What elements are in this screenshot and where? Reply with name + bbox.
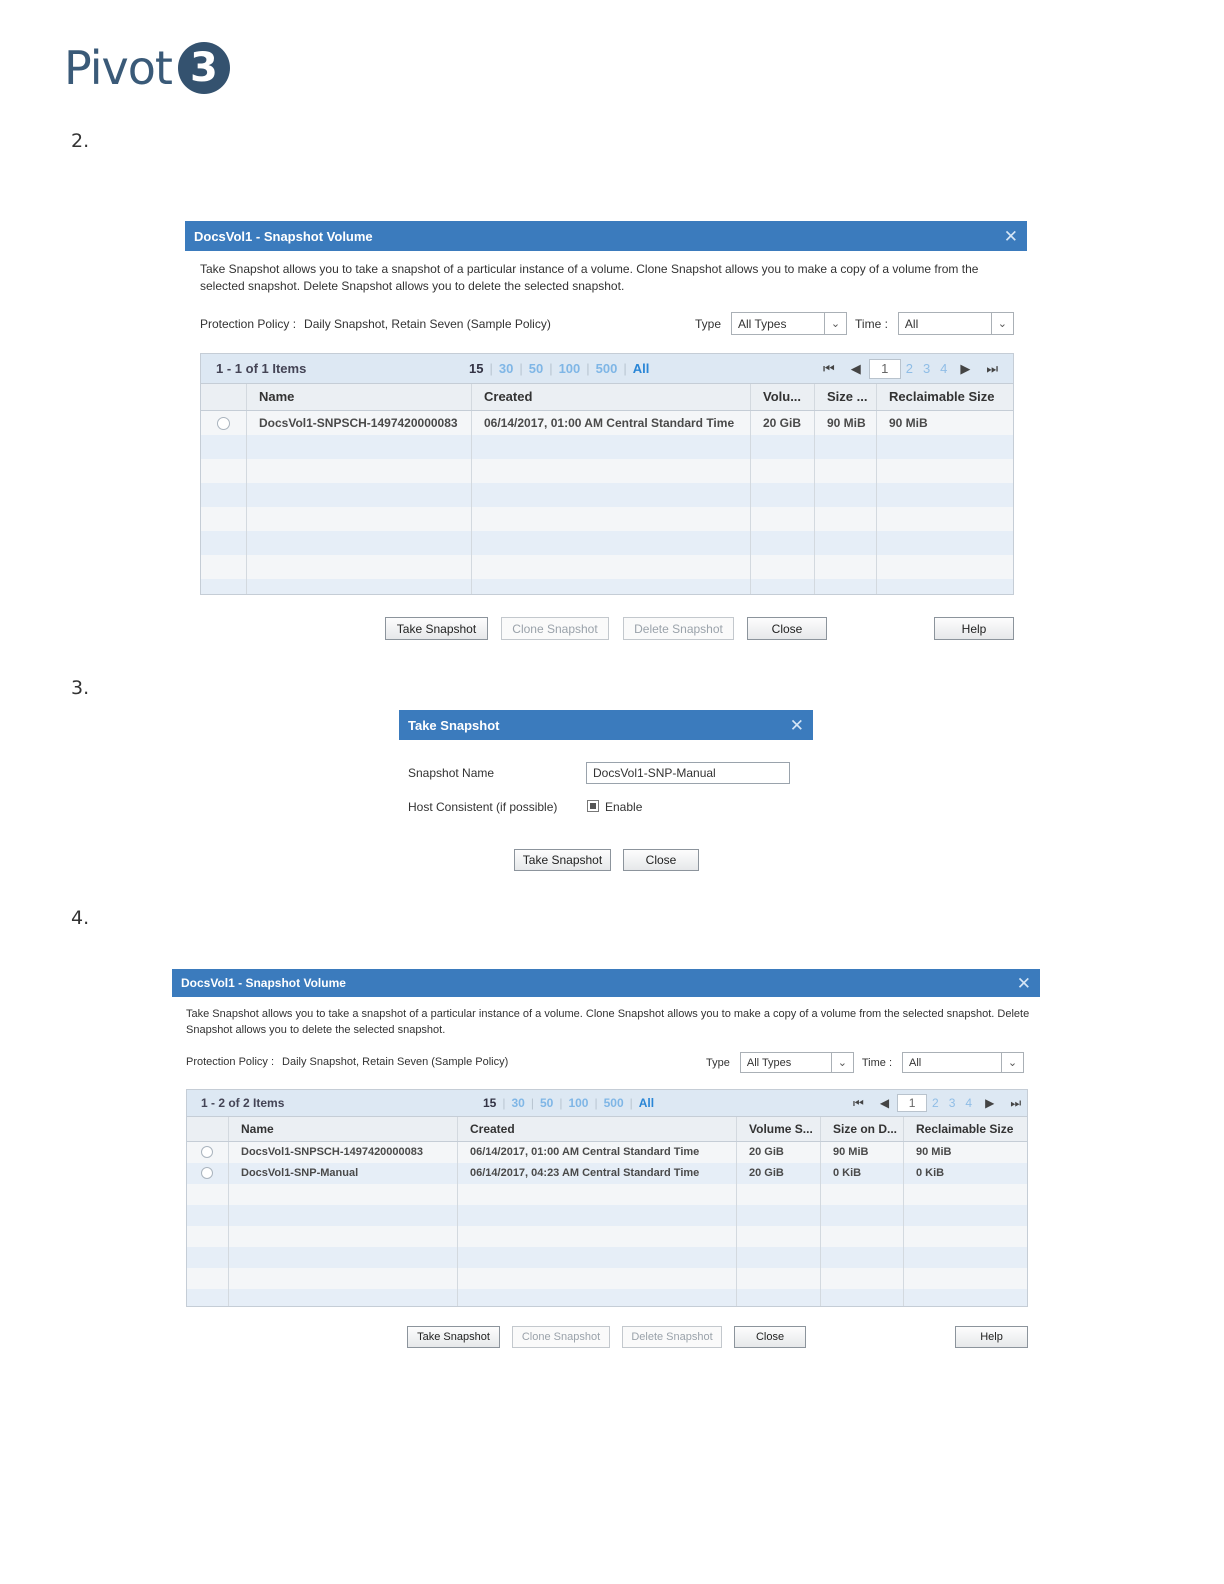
chevron-down-icon: ⌄ xyxy=(1001,1053,1023,1072)
pager-nav xyxy=(815,359,1006,379)
table-row[interactable] xyxy=(201,411,1013,435)
take-snapshot-dialog xyxy=(399,710,813,880)
protection-policy-value: Daily Snapshot, Retain Seven (Sample Policy) xyxy=(282,1056,509,1068)
step-number-4: 4. xyxy=(71,907,90,929)
empty-row xyxy=(187,1184,1027,1205)
enable-checkbox[interactable] xyxy=(587,800,599,812)
snapshot-grid xyxy=(186,1089,1028,1307)
page-size-selector: 15 | 30 | 50 | 100 | 500 | All xyxy=(469,361,650,376)
row-radio[interactable] xyxy=(201,1167,213,1179)
type-label: Type xyxy=(695,316,722,331)
cell-name: DocsVol1-SNP-Manual xyxy=(229,1163,458,1184)
page-link[interactable]: 4 xyxy=(940,361,948,376)
page-link[interactable]: 3 xyxy=(948,1096,956,1110)
empty-row xyxy=(201,555,1013,579)
chevron-down-icon: ⌄ xyxy=(991,313,1013,334)
enable-label: Enable xyxy=(605,800,643,814)
column-header-reclaimable-size[interactable]: Reclaimable Size xyxy=(889,389,995,404)
empty-row xyxy=(187,1268,1027,1289)
column-header-volume-size[interactable]: Volume S... xyxy=(737,1117,821,1141)
cell-created: 06/14/2017, 04:23 AM Central Standard Time xyxy=(458,1163,737,1184)
empty-row xyxy=(201,579,1013,595)
logo-mark: 3 xyxy=(178,42,230,94)
filters xyxy=(706,1052,1024,1073)
snapshot-volume-dialog-updated xyxy=(172,969,1040,1359)
page-link[interactable]: 2 xyxy=(932,1096,939,1110)
page-link[interactable]: 4 xyxy=(965,1096,973,1110)
column-header-size-on-disk[interactable]: Size ... xyxy=(815,384,877,410)
current-page-input[interactable]: 1 xyxy=(897,1094,927,1112)
dialog-description xyxy=(200,261,1015,295)
close-icon[interactable]: ✕ xyxy=(1003,226,1018,246)
description-line: Take Snapshot allows you to take a snapshot of a particular instance of a volume. Clone Snapshot allows you to make a copy of a volume from the selected snapshot. Delete xyxy=(186,1008,1030,1020)
row-radio[interactable] xyxy=(217,417,230,430)
type-select-value: All Types xyxy=(738,316,787,331)
host-consistent-label: Host Consistent (if possible) xyxy=(408,800,558,814)
delete-snapshot-button[interactable]: Delete Snapshot xyxy=(623,617,734,640)
empty-row xyxy=(201,435,1013,459)
protection-policy-label: Protection Policy : xyxy=(200,317,297,331)
dialog-title: DocsVol1 - Snapshot Volume xyxy=(181,976,346,990)
empty-row xyxy=(201,507,1013,531)
snapshot-volume-dialog xyxy=(185,221,1027,651)
empty-row xyxy=(201,459,1013,483)
clone-snapshot-button[interactable]: Clone Snapshot xyxy=(501,617,609,640)
page-size-500[interactable]: 500 xyxy=(595,361,618,376)
page-size-all[interactable]: All xyxy=(638,1096,655,1110)
page-size-all[interactable]: All xyxy=(632,361,650,376)
cell-name: DocsVol1-SNPSCH-1497420000083 xyxy=(247,411,472,435)
page-link[interactable]: 2 xyxy=(905,361,913,376)
first-page-icon[interactable]: ⏮ xyxy=(823,360,835,376)
empty-row xyxy=(201,483,1013,507)
cell-size-on-disk: 0 KiB xyxy=(821,1163,904,1184)
help-button[interactable]: Help xyxy=(955,1326,1028,1348)
row-radio[interactable] xyxy=(201,1146,213,1158)
clone-snapshot-button[interactable]: Clone Snapshot xyxy=(512,1326,610,1348)
table-row[interactable] xyxy=(187,1142,1027,1163)
page-size-100[interactable]: 100 xyxy=(568,1096,589,1110)
grid-body xyxy=(187,1142,1027,1307)
item-count: 1 - 2 of 2 Items xyxy=(201,1096,285,1110)
next-page-icon[interactable]: ▶ xyxy=(960,360,971,376)
column-header-volume-size[interactable]: Volu... xyxy=(751,384,815,410)
time-select[interactable] xyxy=(898,312,1014,335)
protection-policy xyxy=(200,317,551,331)
empty-row xyxy=(187,1226,1027,1247)
pivot3-logo xyxy=(64,40,230,96)
page-size-100[interactable]: 100 xyxy=(558,361,581,376)
close-button[interactable]: Close xyxy=(623,849,699,871)
page-size-50[interactable]: 50 xyxy=(539,1096,554,1110)
pager-nav xyxy=(845,1094,1028,1112)
dialog-description xyxy=(186,1006,1031,1038)
column-header-created[interactable]: Created xyxy=(458,1117,737,1141)
take-snapshot-button[interactable]: Take Snapshot xyxy=(385,617,488,640)
cell-reclaimable-size: 0 KiB xyxy=(916,1167,945,1179)
column-header-name[interactable]: Name xyxy=(247,384,472,410)
protection-policy-value: Daily Snapshot, Retain Seven (Sample Policy) xyxy=(304,317,551,331)
page-size-15[interactable]: 15 xyxy=(469,361,484,376)
chevron-down-icon: ⌄ xyxy=(831,1053,853,1072)
page-link[interactable]: 3 xyxy=(922,361,931,376)
logo-text: Pivot xyxy=(64,41,172,95)
page-size-30[interactable]: 30 xyxy=(498,361,514,376)
close-icon[interactable]: ✕ xyxy=(1016,973,1031,993)
time-label: Time : xyxy=(855,316,888,331)
prev-page-icon[interactable]: ◀ xyxy=(879,1096,890,1110)
table-row[interactable] xyxy=(187,1163,1027,1184)
grid-toolbar xyxy=(201,354,1013,384)
cell-reclaimable-size: 90 MiB xyxy=(889,416,928,430)
page-size-15[interactable]: 15 xyxy=(483,1096,497,1110)
snapshot-name-input[interactable]: DocsVol1-SNP-Manual xyxy=(586,762,790,784)
cell-volume-size: 20 GiB xyxy=(737,1142,821,1163)
dialog-titlebar xyxy=(172,969,1040,997)
description-line: Snapshot allows you to delete the selected snapshot. xyxy=(186,1024,446,1036)
type-select-value: All Types xyxy=(746,1056,792,1069)
close-button[interactable]: Close xyxy=(734,1326,806,1348)
filters xyxy=(695,312,1014,335)
cell-reclaimable-size: 90 MiB xyxy=(916,1146,952,1158)
help-button[interactable]: Help xyxy=(934,617,1014,640)
select-column-header xyxy=(201,384,247,410)
empty-row xyxy=(201,531,1013,555)
type-select[interactable] xyxy=(740,1052,854,1073)
cell-volume-size: 20 GiB xyxy=(737,1163,821,1184)
time-label: Time : xyxy=(861,1056,893,1069)
select-column-header xyxy=(187,1117,229,1141)
protection-policy-label: Protection Policy : xyxy=(186,1056,275,1068)
row-select-cell xyxy=(187,1163,229,1184)
close-icon[interactable]: ✕ xyxy=(789,715,804,735)
take-snapshot-button[interactable]: Take Snapshot xyxy=(407,1326,500,1348)
page-size-30[interactable]: 30 xyxy=(511,1096,525,1110)
row-select-cell xyxy=(201,411,247,435)
description-line: Take Snapshot allows you to take a snapshot of a particular instance of a volume. Clone Snapshot allows you to make a copy of a volume from the xyxy=(200,262,979,276)
prev-page-icon[interactable]: ◀ xyxy=(850,360,861,376)
column-header-reclaimable-size[interactable]: Reclaimable Size xyxy=(916,1122,1014,1136)
time-select[interactable] xyxy=(902,1052,1024,1073)
delete-snapshot-button[interactable]: Delete Snapshot xyxy=(622,1326,722,1348)
step-number-3: 3. xyxy=(71,677,90,699)
time-select-value: All xyxy=(904,316,919,331)
last-page-icon[interactable]: ⏭ xyxy=(986,360,999,376)
grid-toolbar xyxy=(187,1090,1027,1117)
grid-header xyxy=(187,1117,1027,1142)
column-header-name[interactable]: Name xyxy=(229,1117,458,1141)
page-size-selector: 15 | 30 | 50 | 100 | 500 | All xyxy=(483,1096,655,1110)
chevron-down-icon: ⌄ xyxy=(824,313,846,334)
empty-row xyxy=(187,1289,1027,1307)
close-button[interactable]: Close xyxy=(747,617,827,640)
cell-name: DocsVol1-SNPSCH-1497420000083 xyxy=(229,1142,458,1163)
type-select[interactable] xyxy=(731,312,847,335)
dialog-title: Take Snapshot xyxy=(408,717,500,733)
current-page-input[interactable]: 1 xyxy=(869,359,901,379)
type-label: Type xyxy=(706,1056,730,1069)
snapshot-name-label: Snapshot Name xyxy=(408,766,495,780)
step-number-2: 2. xyxy=(71,130,90,152)
take-snapshot-button[interactable]: Take Snapshot xyxy=(514,849,611,871)
description-line: selected snapshot. Delete Snapshot allows you to delete the selected snapshot. xyxy=(200,279,625,293)
protection-policy xyxy=(186,1056,508,1068)
last-page-icon[interactable]: ⏭ xyxy=(1010,1095,1022,1110)
grid-header xyxy=(201,384,1013,411)
column-header-created[interactable]: Created xyxy=(472,384,751,410)
item-count: 1 - 1 of 1 Items xyxy=(216,361,307,376)
first-page-icon[interactable]: ⏮ xyxy=(853,1095,864,1110)
dialog-titlebar xyxy=(399,710,813,740)
page-size-50[interactable]: 50 xyxy=(528,361,544,376)
row-select-cell xyxy=(187,1142,229,1163)
column-header-size-on-disk[interactable]: Size on D... xyxy=(821,1117,904,1141)
cell-size-on-disk: 90 MiB xyxy=(815,411,877,435)
page-size-500[interactable]: 500 xyxy=(603,1096,624,1110)
dialog-title: DocsVol1 - Snapshot Volume xyxy=(194,228,373,244)
dialog-titlebar xyxy=(185,221,1027,251)
cell-volume-size: 20 GiB xyxy=(751,411,815,435)
cell-created: 06/14/2017, 01:00 AM Central Standard Time xyxy=(458,1142,737,1163)
next-page-icon[interactable]: ▶ xyxy=(985,1096,995,1110)
snapshot-grid xyxy=(200,353,1014,595)
empty-row xyxy=(187,1247,1027,1268)
time-select-value: All xyxy=(909,1056,922,1069)
cell-size-on-disk: 90 MiB xyxy=(821,1142,904,1163)
grid-body xyxy=(201,411,1013,595)
empty-row xyxy=(187,1205,1027,1226)
cell-created: 06/14/2017, 01:00 AM Central Standard Time xyxy=(472,411,751,435)
